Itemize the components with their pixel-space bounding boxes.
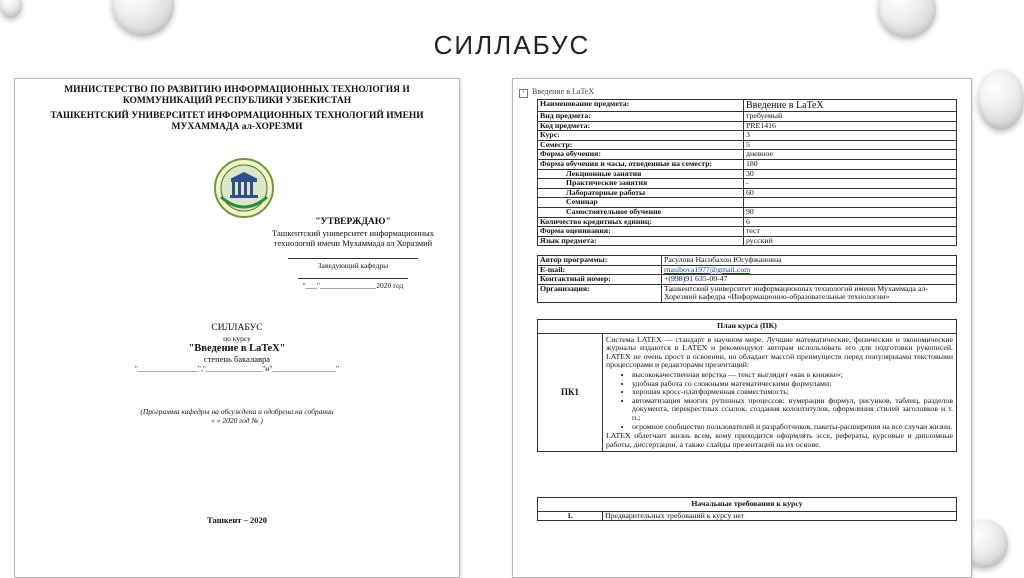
plan-bullet: • хорошая кросс-платформенная совместимость; xyxy=(632,388,953,397)
author-label: Организация: xyxy=(538,284,662,302)
info-value: 3 xyxy=(744,131,957,141)
approval-block xyxy=(253,217,453,290)
info-value: дневное xyxy=(744,150,957,160)
syllabus-details-page xyxy=(512,78,972,578)
info-label: Курс: xyxy=(538,131,744,141)
info-label: Форма обучения и часы, отведенные на семестр: xyxy=(538,159,744,169)
ministry-line-1: МИНИСТЕРСТВО ПО РАЗВИТИЮ ИНФОРМАЦИОННЫХ ТЕХНОЛОГИЯ И xyxy=(64,85,410,95)
university-heading xyxy=(15,111,459,133)
info-label: Самостоятельное обучение xyxy=(538,207,744,217)
syllabus-title-block xyxy=(15,323,459,373)
head-of-department-label: Заведующий кафедры xyxy=(317,261,389,270)
approve-line-2: технологий имени Мухаммада ал Хоразмий xyxy=(273,238,433,248)
info-label: Код предмета: xyxy=(538,121,744,131)
course-info-table xyxy=(537,99,957,246)
university-line-2: МУХАММАДА ал-ХОРЕЗМИ xyxy=(171,122,303,132)
approve-line-1: Ташкентский университет информационных xyxy=(272,228,434,238)
author-value: Ташкентский университет информационных технологий имени Мухаммада ал-Хорезмий кафедра «Информационно-образовательные технологии» xyxy=(662,284,957,302)
plan-bullet: • высококачественная верстка — текст выглядит «как в книжке»; xyxy=(632,371,953,380)
info-label: Форма оценивания: xyxy=(538,227,744,237)
plan-bullet: • автоматизация многих рутинных процессов: нумерации формул, рисунков, таблиц, разделов документа, перекрестных ссылок, создания колонтитулов, оформления стилей заголовков и т. п.; xyxy=(632,397,953,423)
info-table-row xyxy=(538,131,957,141)
course-name: "Введение в LaTeX" xyxy=(188,343,286,354)
info-label: Лекционные занятия xyxy=(538,169,744,179)
page-header xyxy=(519,87,594,98)
info-table-row xyxy=(538,112,957,122)
program-date-line: « » 2020 год № ) xyxy=(211,416,263,425)
info-value: 5 xyxy=(744,140,957,150)
program-note-line: (Программа кафедры на обсуждена и одобрена на собрании xyxy=(140,407,334,416)
info-value: 180 xyxy=(744,159,957,169)
author-table-row xyxy=(538,275,957,285)
city-year: Ташкент – 2020 xyxy=(207,515,267,525)
ministry-line-2: КОММУНИКАЦИЙ РЕСПУБЛИКИ УЗБЕКИСТАН xyxy=(122,96,352,106)
info-value: 60 xyxy=(744,188,957,198)
author-table-row xyxy=(538,256,957,266)
plan-bullet: • огромное сообщество пользователей и разработчиков, пакеты-расширения на все случаи жизни. xyxy=(632,423,953,432)
approval-date-line: "___"_______________2020 год xyxy=(302,281,404,290)
info-label: Практические занятия xyxy=(538,179,744,189)
university-emblem-icon xyxy=(213,157,275,219)
requirements-table xyxy=(537,497,957,521)
page-header-text: Введение в LaTeX xyxy=(532,87,595,96)
author-value: Расулова Насибахон Юсуфжановна xyxy=(662,256,957,266)
degree-label: степень бакалавра xyxy=(203,354,271,364)
course-plan-title: План курса (ПК) xyxy=(538,320,957,334)
requirements-title: Начальные требования к курсу xyxy=(538,498,957,512)
requirement-number: 1. xyxy=(538,511,603,521)
plan-bullet: • удобная работа со сложными математическими формулами; xyxy=(632,380,953,389)
info-table-row xyxy=(538,198,957,208)
code-line: "________________","_______________"и"_________________" xyxy=(134,364,340,373)
info-label: Семинар xyxy=(538,198,744,208)
info-value: русский xyxy=(744,236,957,246)
plan-code: ПК1 xyxy=(538,333,603,452)
syllabus-word: СИЛЛАБУС xyxy=(211,323,263,333)
info-label: Количество кредитных единиц: xyxy=(538,217,744,227)
info-table-row xyxy=(538,207,957,217)
info-table-row xyxy=(538,188,957,198)
requirement-text: Предварительных требований к курсу нет xyxy=(603,511,957,521)
plan-description xyxy=(603,333,957,452)
info-label: Вид предмета: xyxy=(538,112,744,122)
plan-outro: LATEX облегчает жизнь всем, кому приходится оформлять эссе, рефераты, курсовые и дипломные работы, диссертации, а также слайды презентаций на их основе. xyxy=(606,431,953,449)
slide-title: СИЛЛАБУС xyxy=(433,30,591,60)
author-label: Автор программы: xyxy=(538,256,662,266)
author-table-row xyxy=(538,284,957,302)
info-value: - xyxy=(744,179,957,189)
university-line-1: ТАШКЕНТСКИЙ УНИВЕРСИТЕТ ИНФОРМАЦИОННЫХ ТЕХНОЛОГИЙ ИМЕНИ xyxy=(50,111,424,121)
info-table-row xyxy=(538,100,957,112)
by-course-label: по курсу xyxy=(223,334,251,343)
decorative-bubble xyxy=(0,0,22,18)
plan-intro: Система LATEX — стандарт в научном мире. Лучшие математические, физические и экономические журналы издаются в LATEX и рекомендуют авторам использовать его для подготовки рукописей. LATEX не очень прост в освоении, но обладает массой преимуществ перед популярными текстовыми процессорами и редакторами презентаций: xyxy=(606,334,953,370)
info-label: Наименование предмета: xyxy=(538,100,744,112)
ministry-heading xyxy=(15,85,459,107)
plan-bullet-list xyxy=(620,371,953,431)
author-label: Контактный номер: xyxy=(538,275,662,285)
info-value xyxy=(744,198,957,208)
info-value: 90 xyxy=(744,207,957,217)
author-table xyxy=(537,255,957,303)
info-label: Семестр: xyxy=(538,140,744,150)
info-label: Форма обучения: xyxy=(538,150,744,160)
info-table-row xyxy=(538,227,957,237)
approve-title: "УТВЕРЖДАЮ" xyxy=(315,217,391,227)
info-value: Введение в LaTeX xyxy=(744,100,957,112)
program-approval-note xyxy=(15,407,459,425)
author-value: +(998)91 635-00-47 xyxy=(662,275,957,285)
table-move-handle-icon[interactable]: + xyxy=(519,89,528,98)
info-value: тест xyxy=(744,227,957,237)
info-value: 6 xyxy=(744,217,957,227)
info-label: Лабораторные работы xyxy=(538,188,744,198)
course-plan-table xyxy=(537,319,957,452)
email-link[interactable]: rnasibova1977@gmail.com xyxy=(662,265,957,275)
info-table-row xyxy=(538,236,957,246)
info-value: требуемый xyxy=(744,112,957,122)
info-table-row xyxy=(538,179,957,189)
info-value: PRE1416 xyxy=(744,121,957,131)
info-table-row xyxy=(538,159,957,169)
info-value: 30 xyxy=(744,169,957,179)
author-label: E-mail: xyxy=(538,265,662,275)
syllabus-title-page xyxy=(14,78,460,578)
decorative-bubble xyxy=(978,70,1024,130)
info-label: Язык предмета: xyxy=(538,236,744,246)
